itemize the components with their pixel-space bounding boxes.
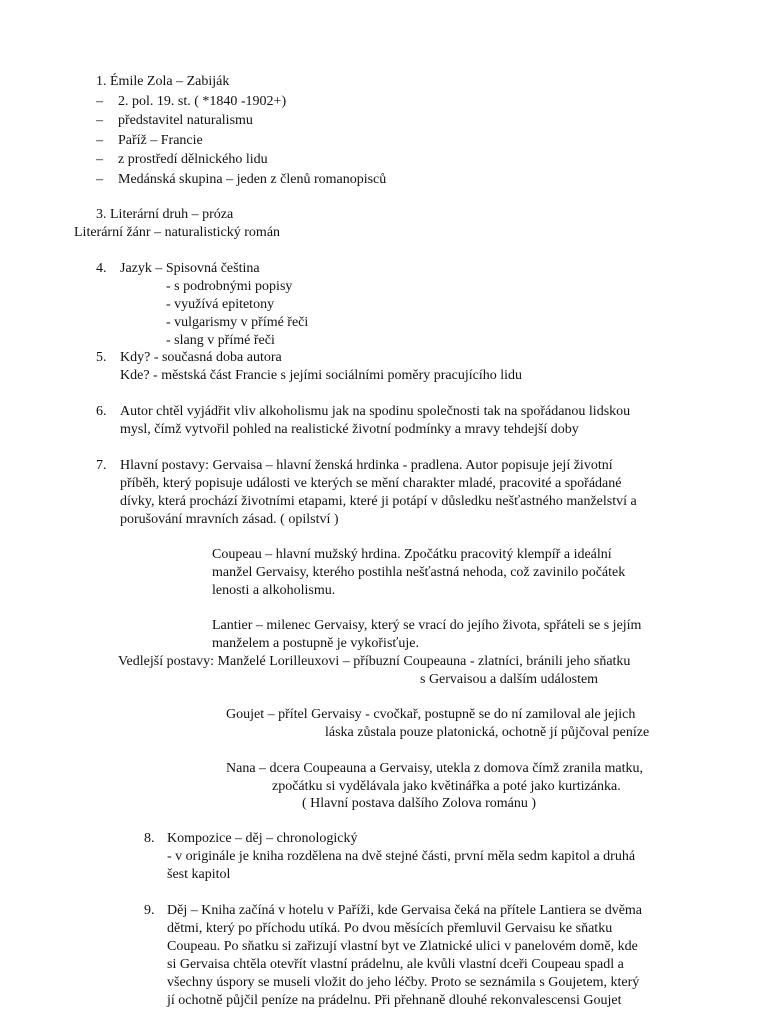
paragraph-line: Autor chtěl vyjádřit vliv alkoholismu jak na spodinu společnosti tak na spořádanou lidskou	[120, 404, 631, 419]
bullet-text: 2. pol. 19. st. ( *1840 -1902+)	[118, 94, 287, 109]
paragraph-line: Děj – Kniha začíná v hotelu v Paříži, kde Gervaisa čeká na přítele Lantiera se dvěma	[167, 903, 643, 918]
bullet-text: Medánská skupina – jeden z členů romanopisců	[118, 172, 387, 187]
paragraph-line: dětmi, který po příchodu utíká. Po dvou měsících přemluvil Gervaisu ke sňatku	[167, 921, 613, 936]
character-line: lenosti a alkoholismu.	[212, 583, 336, 598]
paragraph-line: dívky, která prochází životními etapami, které ji potápí v důsledku nešťastného manželství a	[120, 494, 637, 509]
bullet-text: z prostředí dělnického lidu	[118, 152, 268, 167]
paragraph-line: s Gervaisou a dalším událostem	[420, 672, 599, 687]
list-number: 5.	[96, 350, 107, 365]
character-line: láska zůstala pouze platonická, ochotně jí půjčoval peníze	[325, 725, 650, 740]
list-number: 8.	[144, 831, 155, 846]
bullet-dash: –	[96, 94, 103, 109]
paragraph-line: porušování mravních zásad. ( opilství )	[120, 512, 339, 527]
heading-literary-type: 3. Literární druh – próza	[96, 207, 234, 222]
character-line: manžel Gervaisy, kterého postihla nešťastná nehoda, což zavinilo počátek	[212, 565, 626, 580]
bullet-dash: –	[96, 133, 103, 148]
character-line: ( Hlavní postava dalšího Zolova románu )	[302, 796, 537, 811]
paragraph-line: šest kapitol	[167, 867, 231, 882]
character-line: Nana – dcera Coupeauna a Gervaisy, utekla z domova čímž zranila matku,	[226, 761, 643, 776]
list-number: 7.	[96, 458, 107, 473]
character-line: Lantier – milenec Gervaisy, který se vrací do jejího života, spřáteli se s jejím	[212, 618, 642, 633]
text-literary-genre: Literární žánr – naturalistický román	[74, 225, 281, 240]
paragraph-line: Vedlejší postavy: Manželé Lorilleuxovi – příbuzní Coupeauna - zlatníci, bránili jeho sňatku	[118, 654, 631, 669]
bullet-text: představitel naturalismu	[118, 113, 253, 128]
character-line: Coupeau – hlavní mužský hrdina. Zpočátku pracovitý klempíř a ideální	[212, 547, 612, 562]
paragraph-line: příběh, který popisuje události ve kterých se mění charakter mladé, pracovité a spořádané	[120, 476, 622, 491]
text-where: Kde? - městská část Francie s jejími sociálními poměry pracujícího lidu	[120, 368, 523, 383]
heading-language: Jazyk – Spisovná čeština	[120, 261, 260, 276]
list-number: 6.	[96, 404, 107, 419]
sub-item: - využívá epitetony	[166, 297, 275, 312]
character-line: manželem a postupně je vykořisťuje.	[212, 636, 419, 651]
bullet-text: Paříž – Francie	[118, 133, 203, 148]
heading-author-title: 1. Émile Zola – Zabiják	[96, 74, 230, 89]
paragraph-line: si Gervaisa chtěla otevřít vlastní prádelnu, ale kvůli vlastní dceři Coupeau spadl a	[167, 957, 624, 972]
bullet-dash: –	[96, 172, 103, 187]
character-line: zpočátku si vydělávala jako květinářka a poté jako kurtizánka.	[272, 779, 621, 794]
sub-item: - s podrobnými popisy	[166, 279, 293, 294]
paragraph-line: Hlavní postavy: Gervaisa – hlavní ženská hrdinka - pradlena. Autor popisuje její životní	[120, 458, 613, 473]
list-number: 9.	[144, 903, 155, 918]
paragraph-line: - v originále je kniha rozdělena na dvě stejné části, první měla sedm kapitol a druhá	[167, 849, 636, 864]
paragraph-line: mysl, čímž vytvořil pohled na realistické životní podmínky a mravy tehdejší doby	[120, 422, 579, 437]
paragraph-line: Coupeau. Po sňatku si zařizují vlastní byt ve Zlatnické ulici v panelovém domě, kde	[167, 939, 638, 954]
list-number: 4.	[96, 261, 107, 276]
sub-item: - vulgarismy v přímé řeči	[166, 315, 309, 330]
bullet-dash: –	[96, 113, 103, 128]
sub-item: - slang v přímé řeči	[166, 333, 275, 348]
text-when: Kdy? - současná doba autora	[120, 350, 282, 365]
heading-composition: Kompozice – děj – chronologický	[167, 831, 358, 846]
character-line: Goujet – přítel Gervaisy - cvočkař, postupně se do ní zamiloval ale jejich	[226, 707, 636, 722]
paragraph-line: jí ochotně půjčil peníze na prádelnu. Při přehnaně dlouhé rekonvalescensi Goujet	[167, 993, 622, 1008]
bullet-dash: –	[96, 152, 103, 167]
paragraph-line: všechny úspory se museli vložit do jeho léčby. Proto se seznámila s Goujetem, který	[167, 975, 640, 990]
